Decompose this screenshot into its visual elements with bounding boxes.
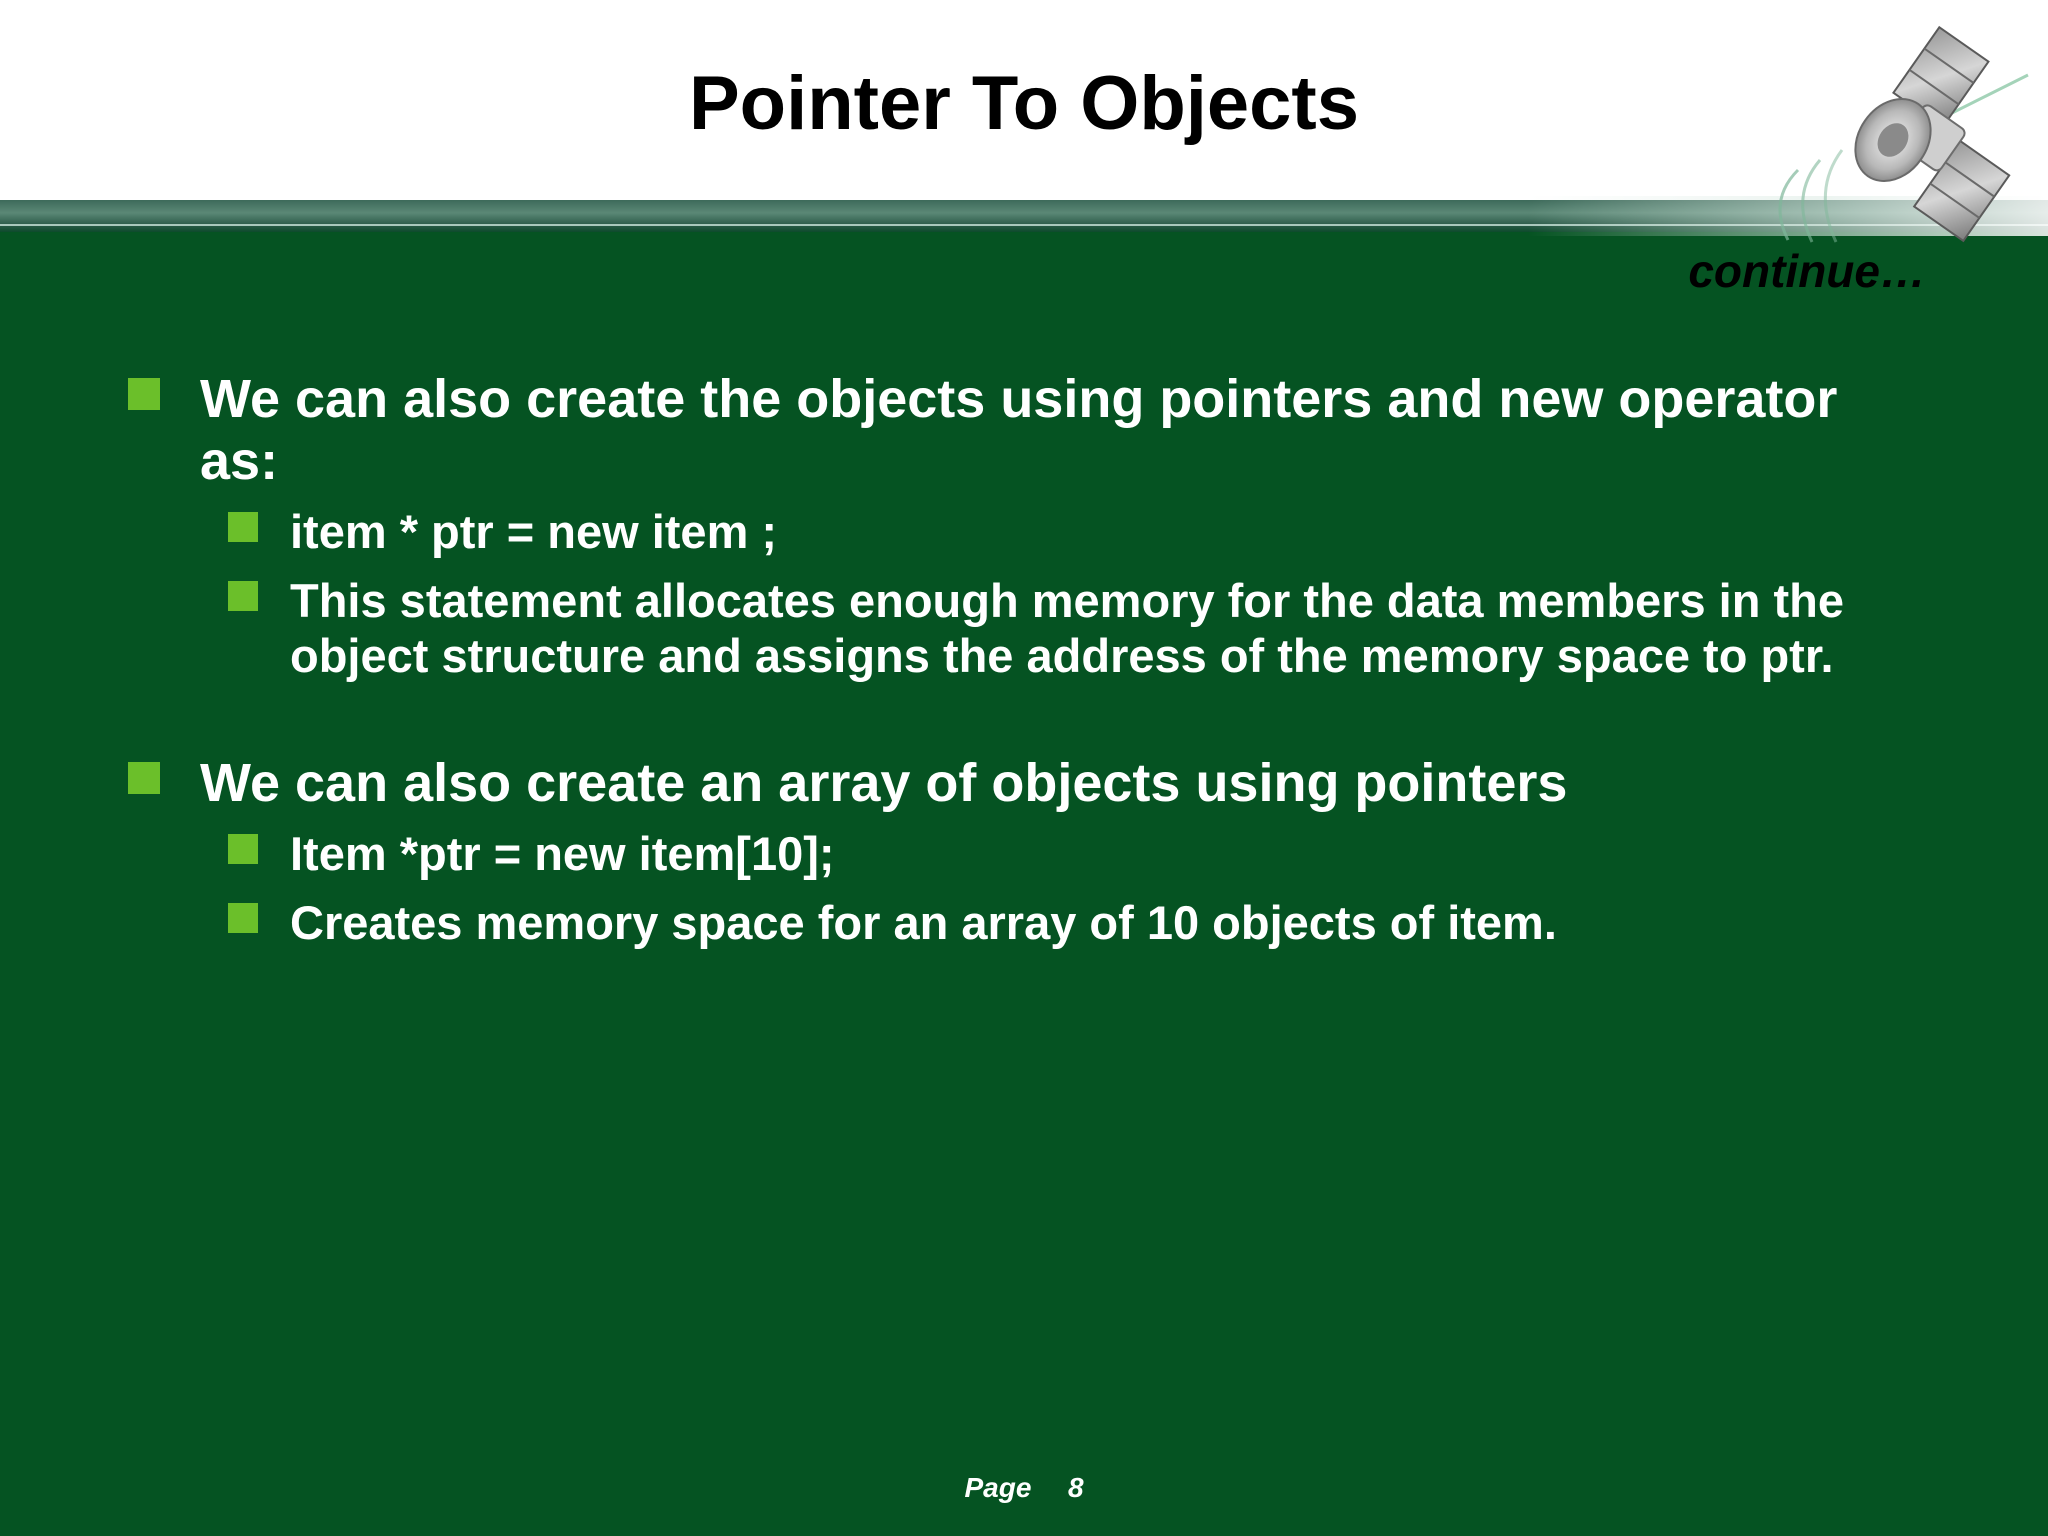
list-item-text: We can also create an array of objects using pointers [200, 753, 1568, 813]
list-item-text: We can also create the objects using pointers and new operator as: [200, 369, 1838, 491]
list-item-text: This statement allocates enough memory for the data members in the object structure and assigns the address of the memory space to ptr. [290, 574, 1844, 682]
list-item-text: Item *ptr = new item[10]; [290, 827, 835, 880]
list-item-text: item * ptr = new item ; [290, 505, 778, 558]
bullet-square-icon [128, 762, 160, 794]
bullet-square-icon [228, 834, 258, 864]
page-number: Page   8 [964, 1472, 1084, 1503]
list-item [200, 368, 1840, 492]
list-item [290, 504, 1930, 559]
bullet-square-icon [228, 512, 258, 542]
continue-label: continue… [1688, 245, 1926, 297]
slide-title: Pointer To Objects [688, 61, 1359, 146]
list-item [290, 573, 1930, 683]
bullet-square-icon [128, 378, 160, 410]
bullet-square-icon [228, 581, 258, 611]
list-item [290, 895, 1930, 950]
list-item-text: Creates memory space for an array of 10 objects of item. [290, 896, 1557, 949]
bullet-square-icon [228, 903, 258, 933]
list-item [200, 752, 1840, 814]
list-item [290, 826, 1930, 881]
